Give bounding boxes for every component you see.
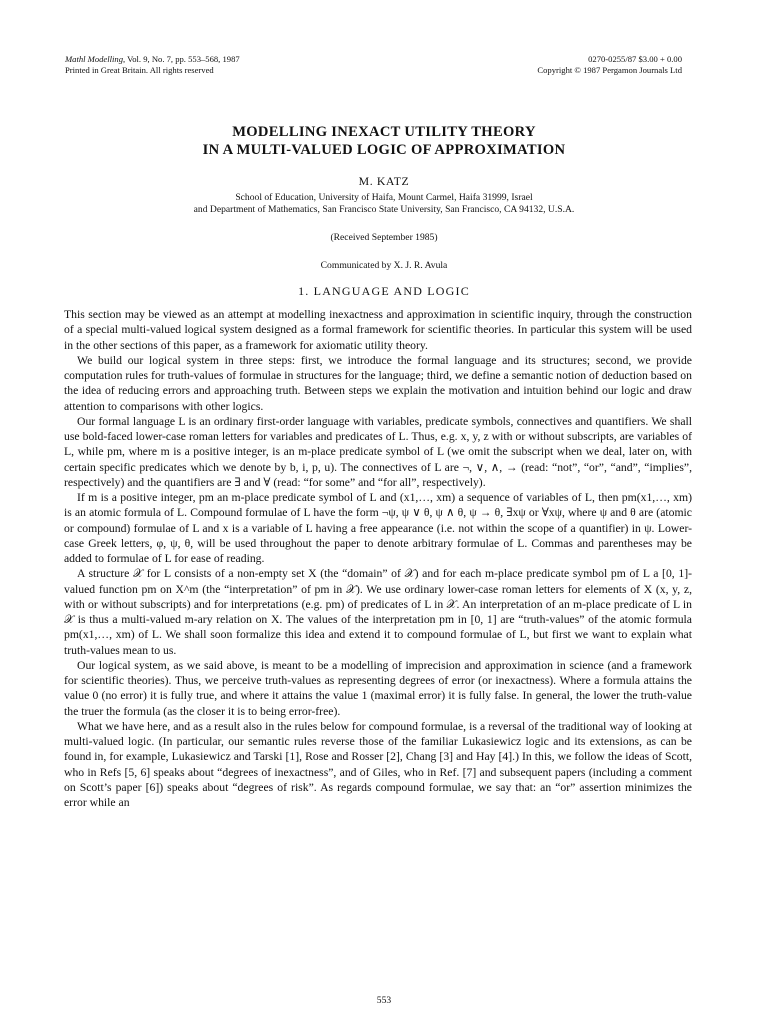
title-line-1: MODELLING INEXACT UTILITY THEORY — [232, 124, 536, 140]
paragraph-4: If m is a positive integer, pm an m-place predicate symbol of L and (x1,…, xm) a sequence of variables of L, then pm(x1,…, xm) is an atomic formula of L. Compound formulae of L have the form ¬ψ, ψ ∨ θ, ψ ∧ θ, ψ → θ, ∃xψ or ∀xψ, where ψ and θ are (atomic or compound) formulae of L and x is a variable of L having a free appearance (i.e. not within the scope of a quantifier) in ψ. Lower-case Greek letters, φ, ψ, θ, will be used throughout the paper to denote arbitrary formulae of L. Commas and parentheses may be added to formulae of L for ease of reading. — [64, 491, 692, 565]
section-heading: 1. LANGUAGE AND LOGIC — [298, 284, 470, 298]
paragraph-2: We build our logical system in three steps: first, we introduce the formal language and its structures; second, we provide computation rules for truth-values of formulae in structures for the language; third, we define a semantic notion of deduction based on the idea of reducing errors and approaching truth. Between steps we explain the motivation and intuition behind our logic and draw attention to comparisons with other logics. — [64, 353, 692, 413]
paragraph-5: A structure 𝒳 for L consists of a non-empty set X (the “domain” of 𝒳) and for each m-place predicate symbol pm of L a [0, 1]-valued function pm on X^m (the “interpretation” of pm in 𝒳). We use ordinary lower-case roman letters for elements of X (x, y, z, with or without subscripts) and for interpretations (e.g. pm) of predicates of L in 𝒳. An interpretation of an m-place predicate of L in 𝒳 is thus a multi-valued m-ary relation on X. The values of the interpretation pm in [0, 1] are “truth-values” of the atomic formula pm(x1,…, xm) of L. We shall soon formalize this idea and extend it to compound formulae of L, but first we want to explain what truth-values mean to us. — [64, 567, 692, 657]
journal-name: Mathl Modelling — [65, 54, 123, 64]
author-name: M. KATZ — [358, 174, 410, 188]
communicated-by: Communicated by X. J. R. Avula — [320, 260, 448, 271]
affiliation-line-1: School of Education, University of Haifa, Mount Carmel, Haifa 31999, Israel — [235, 192, 533, 203]
journal-header-left — [65, 54, 240, 76]
received-date: (Received September 1985) — [330, 232, 438, 243]
article-title — [60, 123, 708, 159]
issn-price: 0270-0255/87 $3.00 + 0.00 — [588, 54, 682, 64]
page-number: 553 — [376, 995, 392, 1006]
printed-notice: Printed in Great Britain. All rights reserved — [65, 65, 214, 75]
paragraph-7: What we have here, and as a result also in the rules below for compound formulae, is a reversal of the traditional way of looking at multi-valued logic. (In particular, our semantic rules reverse those of the familiar Lukasiewicz logic and its extensions, as can be found in, for example, Lukasiewicz and Tarski [1], Rose and Rosser [2], Chang [3] and Hay [4].) In this, we follow the ideas of Scott, who in Refs [5, 6] speaks about “degrees of inexactness”, and of Giles, who in Ref. [7] and subsequent papers (including a comment on Scott’s paper [6]) speaks about “degrees of risk”. As regards compound formulae, we say that: an “or” assertion minimizes the error while an — [64, 719, 692, 809]
body-text — [64, 307, 692, 810]
journal-citation: , Vol. 9, No. 7, pp. 553–568, 1987 — [123, 54, 240, 64]
paragraph-3: Our formal language L is an ordinary first-order language with variables, predicate symbols, connectives and quantifiers. We shall use bold-faced lower-case roman letters for variables and predicates of L. Thus, e.g. x, y, z with or without subscripts, are variables of L, while pm, where m is a positive integer, is an m-place predicate symbol of L (we omit the subscript when we deal, later on, with certain specific predicates which we denote by b, i, p, u). The connectives of L are ¬, ∨, ∧, → (read: “not”, “or”, “and”, “implies”, respectively) and the quantifiers are ∃ and ∀ (read: “for some” and “for all”, respectively). — [64, 414, 692, 489]
paragraph-1: This section may be viewed as an attempt at modelling inexactness and approximation in scientific inquiry, through the construction of a special multi-valued logical system designed as a formal framework for scientific theories. In particular this system will be used in the other sections of this paper, as a framework for axiomatic utility theory. — [64, 308, 692, 352]
journal-header-right — [537, 54, 682, 76]
title-line-2: IN A MULTI-VALUED LOGIC OF APPROXIMATION — [202, 142, 566, 158]
copyright-notice: Copyright © 1987 Pergamon Journals Ltd — [537, 65, 682, 75]
affiliation-line-2: and Department of Mathematics, San Francisco State University, San Francisco, CA 94132, U.S.A. — [193, 204, 575, 215]
author-affiliation — [60, 192, 708, 216]
paragraph-6: Our logical system, as we said above, is meant to be a modelling of imprecision and approximation in science (and a framework for scientific theories). Thus, we perceive truth-values as representing degrees of error (or inexactness). Where a formula attains the value 0 (no error) it is fully true, and where it attains the value 1 (maximal error) it is fully false. In general, the lower the truth-value the truer the formula (as the closer it is to being error-free). — [64, 658, 692, 718]
